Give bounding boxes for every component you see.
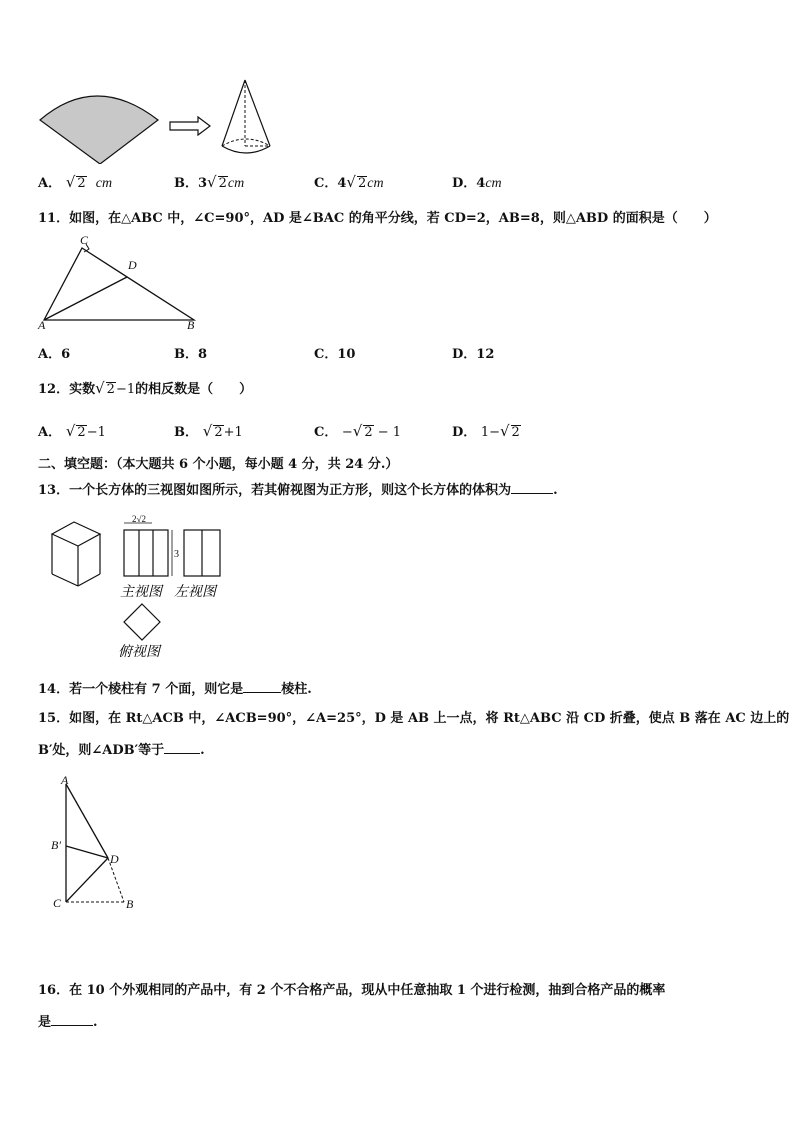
label-c: C [80,233,89,247]
label-b-prime: B′ [51,838,61,852]
front-view-shape [124,523,172,576]
q15-text-line2: B′处，则∠ADB′等于 . [38,743,205,758]
q10-option-c: C．4√ 2cm [314,173,384,191]
q11-option-b: B．8 [174,347,208,362]
dim-width-label: 2√2 [132,514,146,524]
q10-figure [30,74,290,164]
label-b: B [187,318,195,332]
label-a: A [38,318,46,332]
front-view-caption: 主视图 [120,584,162,600]
dim-height-label: 3 [174,549,179,560]
q16-text-line1: 16．在 10 个外观相同的产品中，有 2 个不合格产品，现从中任意抽取 1 个进行检测，抽到合格产品的概率 [38,983,666,998]
q13-text: 13．一个长方体的三视图如图所示，若其俯视图为正方形，则这个长方体的体积为 . [38,483,558,498]
sector-shape [40,96,158,164]
q16-text-line2: 是 . [38,1015,98,1030]
cuboid-shape [52,522,100,586]
left-view-shape [184,530,220,576]
cone-shape [222,80,270,153]
top-view-caption: 俯视图 [118,644,160,660]
q12-option-b: B． √ 2+1 [174,422,243,440]
q12-option-c: C． −√ 2 − 1 [314,422,402,440]
q15-text-line1: 15．如图，在 Rt△ACB 中，∠ACB=90°，∠A=25°，D 是 AB 上一点，将 Rt△ABC 沿 CD 折叠，使点 B 落在 AC 边上的 [38,711,790,726]
q12-option-a: A． √ 2−1 [38,422,106,440]
answer-blank[interactable] [164,741,200,754]
q12-option-d: D． 1−√ 2 [452,422,520,440]
q10-option-d: D．4cm [452,176,502,191]
q11-text: 11．如图，在△ABC 中，∠C=90°，AD 是∠BAC 的角平分线，若 CD=2，AB=8，则△ABD 的面积是（ ） [38,211,717,226]
q15-fold-figure [46,774,146,914]
left-view-caption: 左视图 [174,584,216,600]
q12-text: 12．实数√ 2−1的相反数是（ ） [38,379,253,397]
label-d: D [110,852,119,866]
q10-option-a: A． √ 2 cm [38,173,113,191]
q13-three-views-figure [44,512,234,660]
answer-blank[interactable] [511,481,553,494]
section-title: 二、填空题：（本大题共 6 个小题，每小题 4 分，共 24 分.） [38,457,399,472]
q11-option-a: A．6 [38,347,71,362]
arrow-icon [170,117,210,135]
answer-blank[interactable] [51,1013,93,1026]
q14-text: 14．若一个棱柱有 7 个面，则它是 棱柱. [38,682,312,697]
answer-blank[interactable] [243,680,281,693]
q10-option-b: B．3√ 2cm [174,173,245,191]
label-c: C [53,896,62,910]
top-view-shape [124,604,160,640]
label-b: B [126,897,134,911]
q11-triangle-figure [34,232,204,332]
label-d: D [128,258,137,272]
label-a: A [61,774,69,787]
q11-option-d: D．12 [452,347,495,362]
q11-option-c: C．10 [314,347,356,362]
